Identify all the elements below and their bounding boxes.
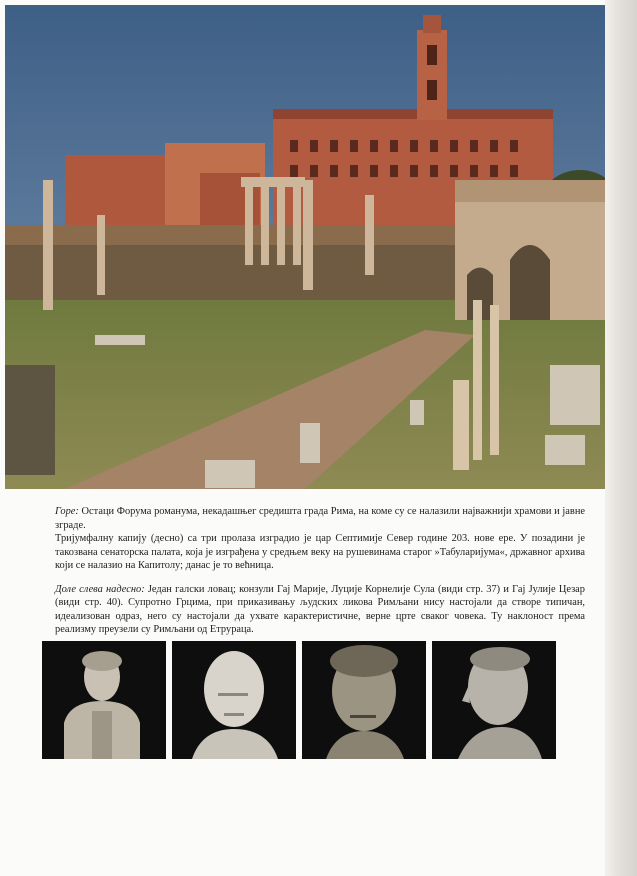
page-gutter-shadow bbox=[605, 0, 637, 876]
gaius-marius-bust bbox=[172, 641, 296, 759]
portrait-row bbox=[42, 641, 556, 759]
caption-top-label: Горе: bbox=[55, 506, 79, 517]
caption-bottom-label: Доле слева надесно: bbox=[55, 583, 145, 595]
julius-caesar-bust bbox=[432, 641, 556, 759]
caption-bottom-text: Један галски ловац; конзули Гај Марије, Луције Корнелије Сула (види стр. 37) и Гај Јулије Цезар (види стр. 40). Супротно Грцима, при приказивању људских ликова Римљани нису настојали да створе типичан, идеализован одраз, него су настојали да ухвате карактеристичне, верне црте сваког човека. Ту наклоност према реализму преузели су Римљани од Етрураца. bbox=[55, 583, 585, 635]
caption-block bbox=[55, 505, 585, 637]
caption-top bbox=[55, 505, 585, 532]
caption-top-text-1: Остаци Форума романума, некадашњег средишта града Рима, на коме су се налазили најважнији храмови и јавне зграде. bbox=[55, 506, 585, 531]
forum-romanum-photo bbox=[5, 5, 605, 489]
caption-bottom bbox=[55, 583, 585, 637]
caption-top-2: Тријумфалну капију (десно) са три пролаза изградио је цар Септимије Север године 203. нове ере. У позадини је такозвана сенаторска палата, која је изграђена у средњем веку на рушевинама старог »Табуларијума«, државног архива који се налазио на Капитолу; данас је то већница. bbox=[55, 533, 585, 571]
lucius-cornelius-sulla-bust bbox=[302, 641, 426, 759]
gallic-hunter-bust bbox=[42, 641, 166, 759]
